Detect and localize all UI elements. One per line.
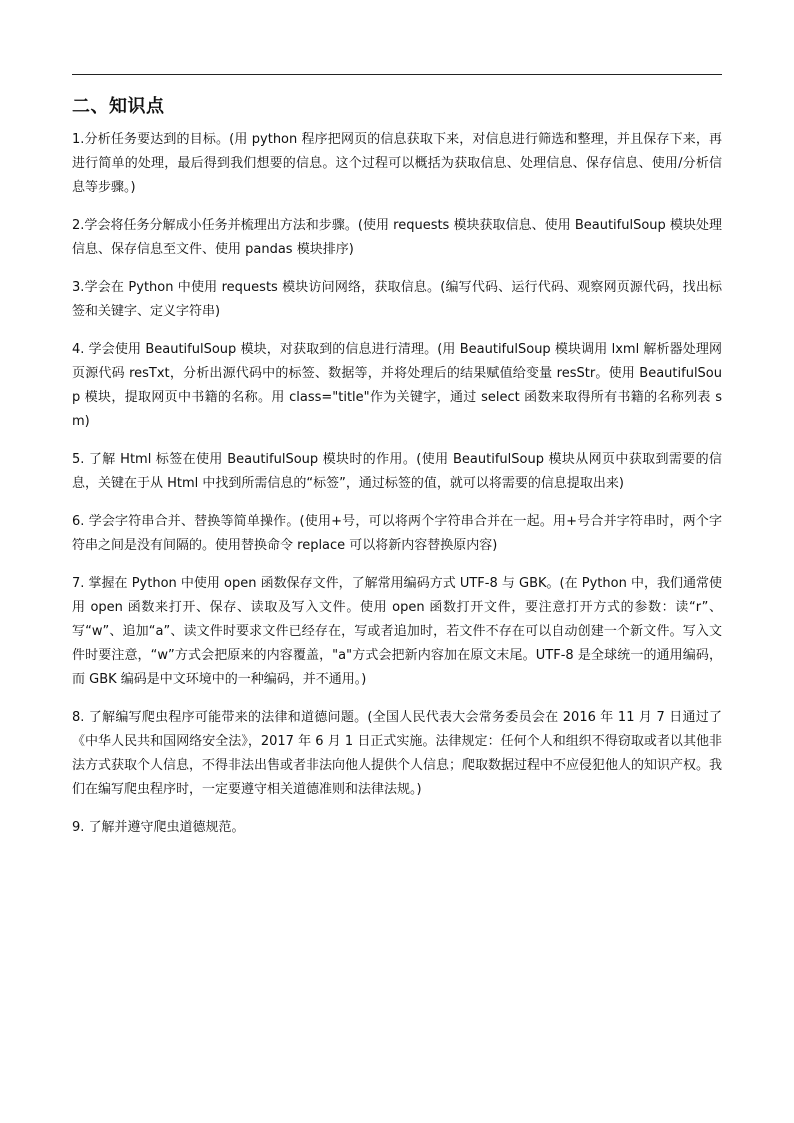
knowledge-point-5: 5. 了解 Html 标签在使用 BeautifulSoup 模块时的作用。(使用 BeautifulSoup 模块从网页中获取到需要的信息，关键在于从 Html 中找到所需信息的“标签”，通过标签的值，就可以将需要的信息提取出来) bbox=[72, 452, 722, 491]
knowledge-point-8: 8. 了解编写爬虫程序可能带来的法律和道德问题。(全国人民代表大会常务委员会在 2016 年 11 月 7 日通过了《中华人民共和国网络安全法》，2017 年 6 月 1 日正式实施。法律规定：任何个人和组织不得窃取或者以其他非法方式获取个人信息，不得非法出售或者非法向他人提供个人信息；爬取数据过程中不应侵犯他人的知识产权。我们在编写爬虫程序时，一定要遵守相关道德准则和法律法规。) bbox=[72, 710, 723, 797]
knowledge-point-6: 6. 学会字符串合并、替换等简单操作。(使用+号，可以将两个字符串合并在一起。用+号合并字符串时，两个字符串之间是没有间隔的。使用替换命令 replace 可以将新内容替换原内容) bbox=[72, 514, 722, 553]
header-rule bbox=[72, 74, 722, 75]
knowledge-point-3: 3.学会在 Python 中使用 requests 模块访问网络，获取信息。(编写代码、运行代码、观察网页源代码，找出标签和关键字、定义字符串) bbox=[72, 280, 722, 319]
knowledge-point-7: 7. 掌握在 Python 中使用 open 函数保存文件，了解常用编码方式 UTF-8 与 GBK。(在 Python 中，我们通常使用 open 函数来打开、保存、读取及写入文件。使用 open 函数打开文件，要注意打开方式的参数：读“r”、写“w”、追加“a”、读文件时要求文件已经存在，写或者追加时，若文件不存在可以自动创建一个新文件。写入文件时要注意，“w”方式会把原来的内容覆盖，"a"方式会把新内容加在原文末尾。UTF-8 是全球统一的通用编码，而 GBK 编码是中文环境中的一种编码，并不通用。) bbox=[72, 576, 722, 687]
knowledge-points-list bbox=[72, 128, 722, 854]
knowledge-point-9: 9. 了解并遵守爬虫道德规范。 bbox=[72, 820, 245, 835]
knowledge-point-1: 1.分析任务要达到的目标。(用 python 程序把网页的信息获取下来，对信息进行筛选和整理，并且保存下来，再进行简单的处理，最后得到我们想要的信息。这个过程可以概括为获取信息、处理信息、保存信息、使用/分析信息等步骤。) bbox=[72, 132, 722, 195]
section-title: 二、知识点 bbox=[72, 96, 165, 117]
knowledge-point-2: 2.学会将任务分解成小任务并梳理出方法和步骤。(使用 requests 模块获取信息、使用 BeautifulSoup 模块处理信息、保存信息至文件、使用 pandas 模块排序) bbox=[72, 218, 722, 257]
knowledge-point-4: 4. 学会使用 BeautifulSoup 模块，对获取到的信息进行清理。(用 BeautifulSoup 模块调用 lxml 解析器处理网页源代码 resTxt，分析出源代码中的标签、数据等，并将处理后的结果赋值给变量 resStr。使用 BeautifulSoup 模块，提取网页中书籍的名称。用 class="title"作为关键字，通过 select 函数来取得所有书籍的名称列表 sm) bbox=[72, 342, 722, 429]
